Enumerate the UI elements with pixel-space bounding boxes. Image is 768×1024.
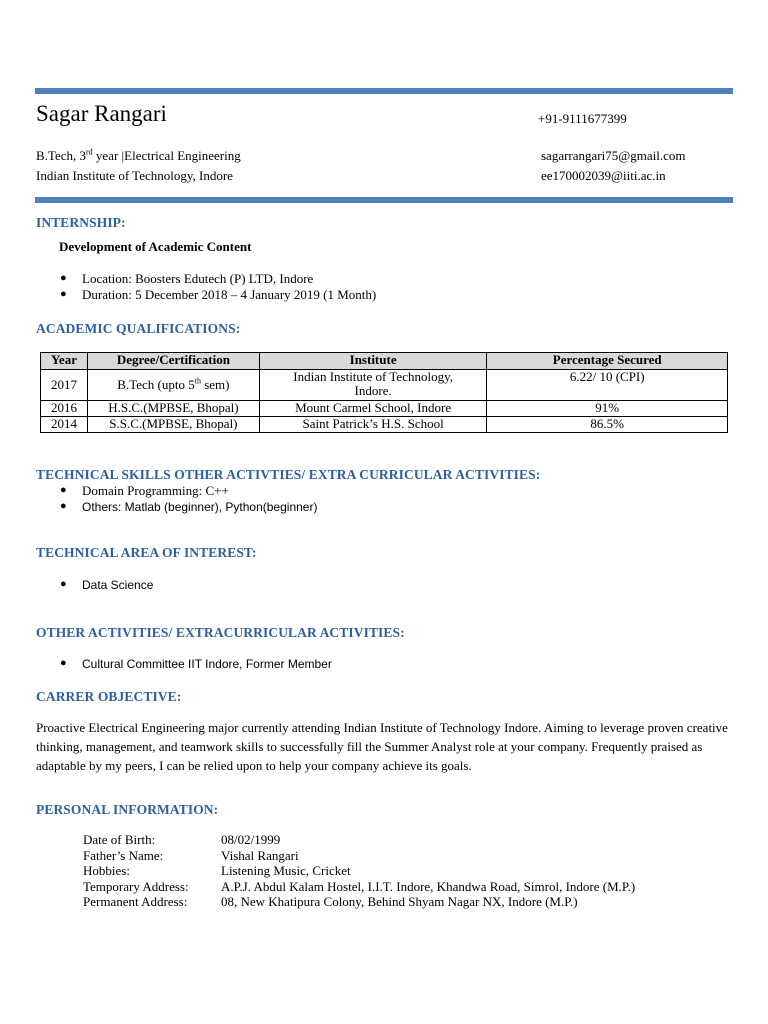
internship-heading: INTERNSHIP: [36, 215, 126, 230]
candidate-name: Sagar Rangari [36, 101, 167, 126]
degree-cell: H.S.C.(MPBSE, Bhopal) [87, 401, 259, 417]
personal-value: Vishal Rangari [221, 848, 299, 863]
list-item [36, 577, 153, 593]
institute-cell: Saint Patrick’s H.S. School [259, 417, 487, 433]
objective-text: Proactive Electrical Engineering major currently attending Indian Institute of Technology Indore. Aiming to leverage proven creative thinking, management, and teamwork skills to successfully fill the Summer Analyst role at your company. Frequently praised as adaptable by my peers, I can be relied upon to help your company achieve its goals. [36, 720, 728, 773]
list-item [36, 656, 332, 672]
year-cell: 2017 [41, 370, 88, 401]
bullet-icon: ● [60, 272, 67, 284]
list-item [36, 271, 376, 287]
list-item-text: Cultural Committee IIT Indore, Former Member [82, 657, 332, 671]
internship-title: Development of Academic Content [59, 239, 252, 254]
column-header: Percentage Secured [487, 353, 728, 370]
degree-text: sem) [200, 377, 230, 392]
list-item-text: Duration: 5 December 2018 – 4 January 2019 (1 Month) [82, 286, 377, 302]
personal-label: Father’s Name: [83, 848, 164, 863]
other-activities-heading: OTHER ACTIVITIES/ EXTRACURRICULAR ACTIVITIES: [36, 625, 405, 640]
bullet-icon: ● [60, 484, 67, 496]
personal-value: 08/02/1999 [221, 832, 281, 847]
objective-heading: CARRER OBJECTIVE: [36, 689, 182, 704]
personal-label: Permanent Address: [83, 894, 188, 909]
degree-cell [87, 370, 259, 401]
degree-sup: th [194, 376, 201, 386]
phone-number: +91-9111677399 [538, 111, 627, 126]
degree-line [36, 148, 241, 164]
degree-prefix: B.Tech, 3 [36, 148, 86, 163]
degree-text: B.Tech (upto 5 [117, 377, 195, 392]
email-institute[interactable]: ee170002039@iiti.ac.in [541, 168, 666, 183]
personal-row-father [83, 848, 299, 864]
table-row [41, 401, 728, 417]
academic-heading: ACADEMIC QUALIFICATIONS: [36, 321, 241, 336]
list-item-text: Data Science [82, 578, 154, 592]
degree-cell: S.S.C.(MPBSE, Bhopal) [87, 417, 259, 433]
bullet-icon: ● [60, 578, 67, 590]
technical-skills-list [36, 483, 317, 514]
list-item [36, 483, 317, 499]
list-item [36, 287, 376, 303]
header-bottom-rule [35, 197, 733, 203]
other-activities-list [36, 656, 332, 672]
score-cell: 6.22/ 10 (CPI) [487, 370, 728, 401]
bullet-icon: ● [60, 499, 67, 512]
year-cell: 2016 [41, 401, 88, 417]
personal-value: A.P.J. Abdul Kalam Hostel, I.I.T. Indore, Khandwa Road, Simrol, Indore (M.P.) [221, 879, 636, 894]
table-row [41, 370, 728, 401]
personal-value: Listening Music, Cricket [221, 863, 351, 878]
personal-label: Date of Birth: [83, 832, 156, 847]
area-of-interest-list [36, 577, 153, 593]
top-rule [35, 88, 733, 94]
academic-table [40, 352, 728, 433]
institute-line: Indian Institute of Technology, Indore [36, 168, 233, 183]
institute-line-2: Indore. [354, 383, 392, 398]
score-cell: 91% [487, 401, 728, 417]
column-header: Year [41, 353, 88, 370]
institute-cell: Mount Carmel School, Indore [259, 401, 487, 417]
personal-label: Temporary Address: [83, 879, 189, 894]
column-header: Degree/Certification [87, 353, 259, 370]
bullet-icon: ● [60, 287, 67, 300]
list-item-text: Others: Matlab (beginner), Python(beginner) [82, 499, 318, 514]
internship-list [36, 271, 376, 302]
personal-row-dob [83, 832, 280, 848]
table-row [41, 417, 728, 433]
list-item-text: Location: Boosters Edutech (P) LTD, Indore [82, 271, 314, 286]
personal-row-perm-address [83, 894, 578, 910]
area-of-interest-heading: TECHNICAL AREA OF INTEREST: [36, 545, 257, 560]
personal-value: 08, New Khatipura Colony, Behind Shyam Nagar NX, Indore (M.P.) [221, 894, 578, 909]
personal-row-hobbies [83, 863, 351, 879]
list-item [36, 499, 317, 515]
year-cell: 2014 [41, 417, 88, 433]
bullet-icon: ● [60, 657, 67, 669]
degree-suffix: year |Electrical Engineering [92, 148, 241, 163]
institute-cell [259, 370, 487, 401]
personal-row-temp-address [83, 879, 635, 895]
table-header-row [41, 353, 728, 370]
email-personal[interactable]: sagarrangari75@gmail.com [541, 148, 686, 163]
list-item-text: Domain Programming: C++ [82, 483, 229, 498]
score-cell: 86.5% [487, 417, 728, 433]
technical-skills-heading: TECHNICAL SKILLS OTHER ACTIVTIES/ EXTRA CURRICULAR ACTIVITIES: [36, 467, 541, 482]
personal-info-heading: PERSONAL INFORMATION: [36, 802, 219, 817]
personal-label: Hobbies: [83, 863, 130, 878]
institute-line-1: Indian Institute of Technology, [293, 369, 453, 384]
degree-sup: rd [86, 147, 93, 157]
column-header: Institute [259, 353, 487, 370]
